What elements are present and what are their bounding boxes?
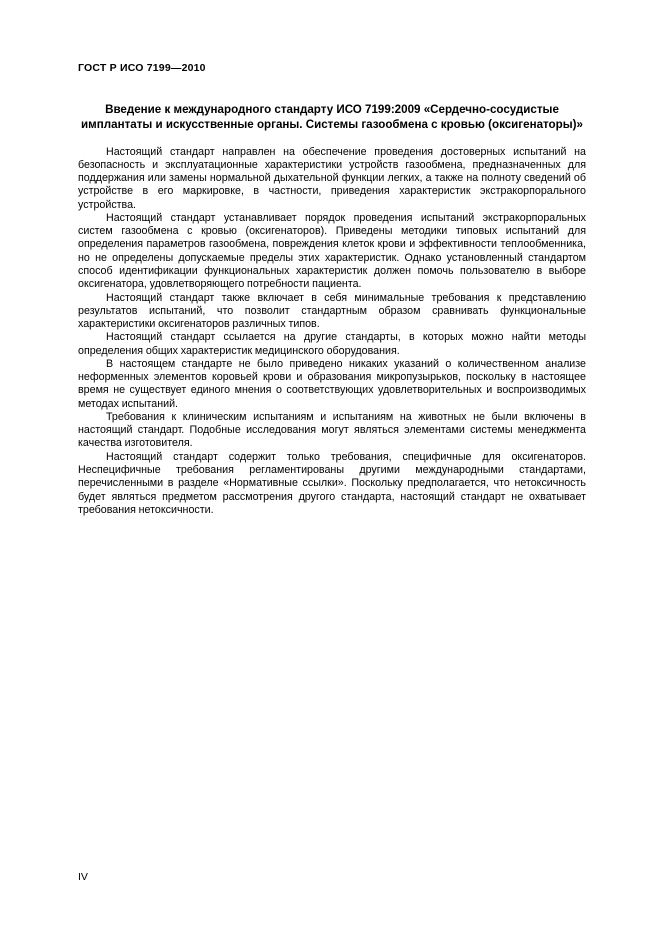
paragraph: Настоящий стандарт также включает в себя минимальные требования к представлению результатов испытаний, что позволит стандартным образом сравнивать функциональные характеристики оксигенаторов различных типов. <box>78 291 586 331</box>
paragraph: Настоящий стандарт устанавливает порядок проведения испытаний экстракорпоральных систем газообмена с кровью (оксигенаторов). Приведены методики типовых испытаний для определения параметров газообмена, повреждения клеток крови и эффективности теплообменника, но не определены допускаемые пределы этих характеристик. Однако установленный стандартом способ идентификации функциональных характеристик должен помочь пользователю в выборе оксигенатора, удовлетворяющего потребности пациента. <box>78 211 586 291</box>
paragraph: В настоящем стандарте не было приведено никаких указаний о количественном анализе неформенных элементов коровьей крови и образования микропузырьков, поскольку в настоящее время не существует единого мнения о соответствующих удовлетворительных и воспроизводимых методах испытаний. <box>78 357 586 410</box>
document-title: Введение к международного стандарту ИСО 7199:2009 «Сердечно-сосудистые имплантаты и искусственные органы. Системы газообмена с кровью (оксигенаторы)» <box>81 103 583 132</box>
standard-number-header: ГОСТ Р ИСО 7199—2010 <box>78 62 206 74</box>
paragraph: Настоящий стандарт ссылается на другие стандарты, в которых можно найти методы определения общих характеристик медицинского оборудования. <box>78 331 586 357</box>
page-content <box>78 62 586 517</box>
paragraph: Настоящий стандарт направлен на обеспечение проведения достоверных испытаний на безопасность и эксплуатационные характеристики устройств газообмена, предназначенных для поддержания или замены нормальной дыхательной функции легких, а также на полноту сведений об устройстве в его маркировке, в частности, приведения характеристик экстракорпорального устройства. <box>78 145 586 211</box>
paragraph: Настоящий стандарт содержит только требования, специфичные для оксигенаторов. Неспецифичные требования регламентированы другими международными стандартами, перечисленными в разделе «Нормативные ссылки». Поскольку предполагается, что нетоксичность будет являться предметом рассмотрения другого стандарта, настоящий стандарт не охватывает требования нетоксичности. <box>78 450 586 516</box>
page-number: IV <box>78 871 88 883</box>
paragraph: Требования к клиническим испытаниям и испытаниям на животных не были включены в настоящий стандарт. Подобные исследования могут являться элементами системы менеджмента качества изготовителя. <box>78 410 586 450</box>
document-body <box>78 146 586 517</box>
